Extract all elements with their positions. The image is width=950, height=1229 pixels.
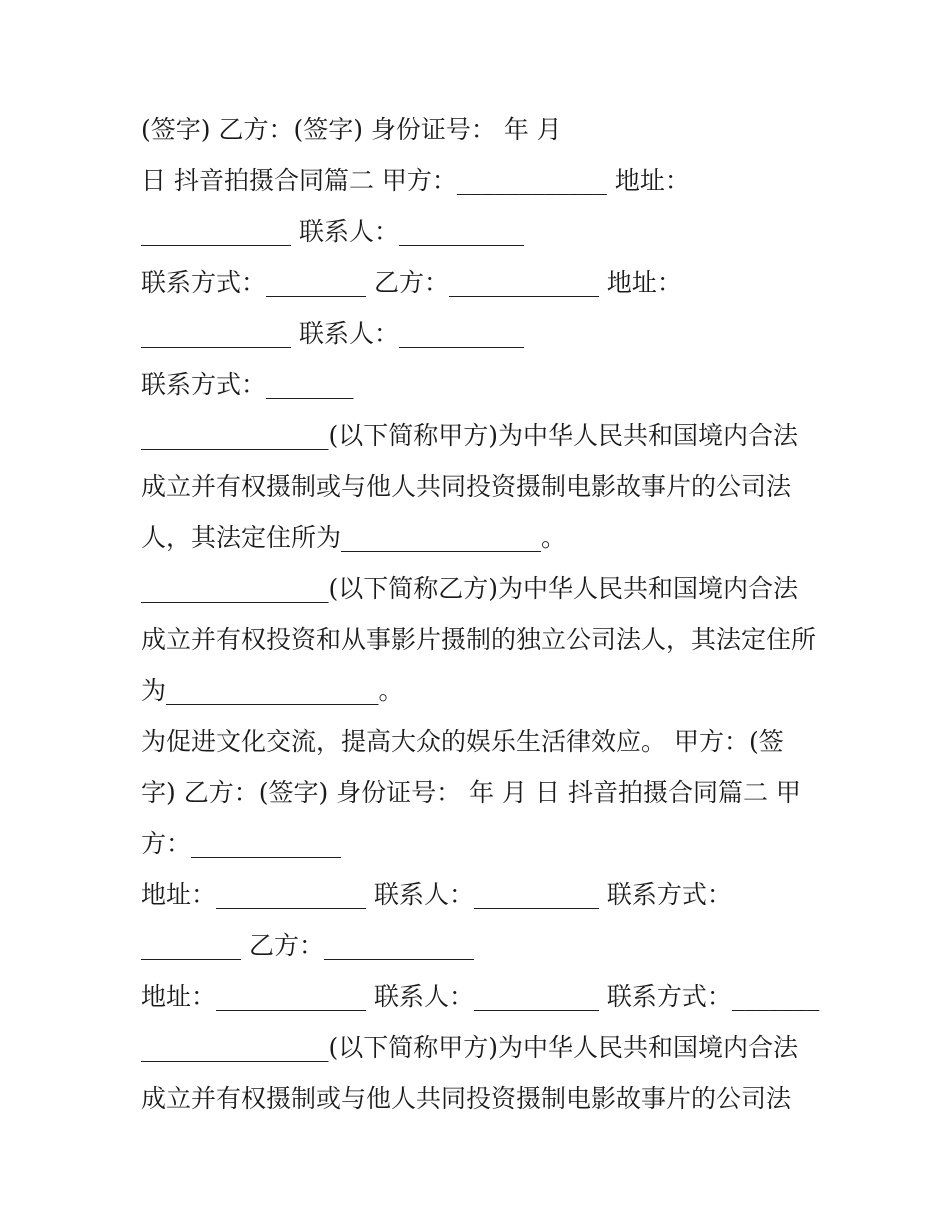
text-line: 日 抖音拍摄合同篇二 甲方：____________ 地址： xyxy=(141,166,690,195)
text-line: 成立并有权投资和从事影片摄制的独立公司法人，其法定住所 xyxy=(141,625,817,654)
text-line: 人，其法定住所为________________。 xyxy=(141,523,567,552)
text-line: (签字) 乙方：(签字) 身份证号： 年 月 xyxy=(141,115,562,144)
text-line: 成立并有权摄制或与他人共同投资摄制电影故事片的公司法 xyxy=(141,1084,792,1113)
text-line: _______________(以下简称甲方)为中华人民共和国境内合法 xyxy=(141,1033,799,1062)
text-line: _______________(以下简称乙方)为中华人民共和国境内合法 xyxy=(141,574,799,603)
text-line: 联系方式：_______ xyxy=(141,370,354,399)
text-line: 成立并有权摄制或与他人共同投资摄制电影故事片的公司法 xyxy=(141,472,792,501)
text-line: 字) 乙方：(签字) 身份证号： 年 月 日 抖音拍摄合同篇二 甲 xyxy=(141,778,801,807)
document-body xyxy=(141,104,821,1124)
text-line: 地址：____________ 联系人：__________ 联系方式： xyxy=(141,880,732,909)
text-line: 地址：____________ 联系人：__________ 联系方式：_______ xyxy=(141,982,820,1011)
text-line: 为促进文化交流，提高大众的娱乐生活律效应。 甲方：(签 xyxy=(141,727,784,756)
text-line: 联系方式：________ 乙方：____________ 地址： xyxy=(141,268,682,297)
text-line: 方：____________ xyxy=(141,829,342,858)
text-line: ____________ 联系人：__________ xyxy=(141,319,524,348)
text-line: _______________(以下简称甲方)为中华人民共和国境内合法 xyxy=(141,421,799,450)
text-line: 为_________________。 xyxy=(141,676,404,705)
text-line: ____________ 联系人：__________ xyxy=(141,217,524,246)
text-line: ________ 乙方：____________ xyxy=(141,931,474,960)
